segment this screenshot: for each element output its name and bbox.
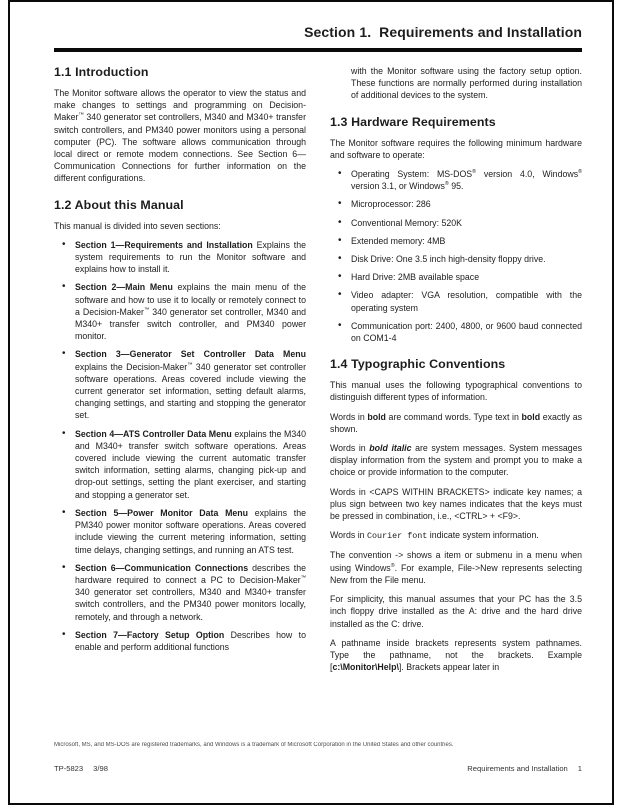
section-title: Section 1. Requirements and Installation (304, 24, 582, 40)
footer-revision-date: 3/98 (93, 764, 108, 773)
list-item: • Hard Drive: 2MB available space (338, 271, 582, 283)
footer-trademark-note: Microsoft, MS, and MS-DOS are registered trademarks, and Windows is a trademark of Microsoft Corporation in the United States and other countries. (54, 742, 454, 748)
footer-doc-info (54, 764, 108, 773)
paragraph: The convention -> shows a item or submenu in a menu when using Windows®. For example, File->New represents selecting New from the File menu. (330, 550, 582, 585)
list-item: • Section 1—Requirements and Installation Explains the system requirements to run the Monitor software and explains how to install it. (62, 239, 306, 276)
manual-sections-bullet-list (54, 239, 306, 653)
list-item: • Section 7—Factory Setup Option Describes how to enable and perform additional functions (62, 629, 306, 653)
page-content (10, 2, 612, 803)
list-item: • Video adapter: VGA resolution, compatible with the operating system (338, 289, 582, 313)
footer-page-number: 1 (577, 764, 582, 773)
paragraph: For simplicity, this manual assumes that your PC has the 3.5 inch floppy drive installed as the A: drive and the hard drive installed as the C: drive. (330, 594, 582, 629)
footer-page-info (467, 764, 582, 773)
list-item: • Extended memory: 4MB (338, 235, 582, 247)
paragraph: Words in <CAPS WITHIN BRACKETS> indicate key names; a plus sign between two key names indicates that the keys must be pressed in combination, i.e., <CTRL> + <F9>. (330, 486, 582, 522)
heading-1-2-about-this-manual: 1.2 About this Manual (54, 197, 184, 212)
list-item: • Microprocessor: 286 (338, 198, 582, 210)
list-item: • Section 3—Generator Set Controller Data Menu explains the Decision-Maker™ 340 generator set controller software operations. Areas covered include viewing the current generator set information, setting default alarms, changing settings, and starting and stopping the generator set. (62, 348, 306, 421)
two-column-body (54, 65, 582, 680)
footer-doc-number: TP-5823 (54, 764, 84, 773)
list-item: • Disk Drive: One 3.5 inch high-density floppy drive. (338, 253, 582, 265)
list-item: • Section 6—Communication Connections describes the hardware required to connect a PC to Decision-Maker™ 340 generator set controllers, M340 and M340+ transfer switch controllers, and the PM340 power monitors locally, remotely, and through a network. (62, 562, 306, 623)
hardware-requirements-bullet-list (330, 168, 582, 344)
paragraph: Words in bold italic are system messages. System messages display information from the system and prompt you to make a choice or provide information to the computer. (330, 443, 582, 478)
list-item: • Section 5—Power Monitor Data Menu explains the PM340 power monitor software operations. Areas covered include viewing the current metering information, setting time delays, changing settings, and running an ATS test. (62, 507, 306, 556)
section7-continuation-paragraph: with the Monitor software using the factory setup option. These functions are normally performed during installation of additional devices to the system. (351, 66, 582, 101)
heading-1-3-hardware-requirements: 1.3 Hardware Requirements (330, 114, 496, 129)
footer-page-title: Requirements and Installation (467, 764, 568, 773)
list-item: • Conventional Memory: 520K (338, 217, 582, 229)
intro-paragraph: The Monitor software allows the operator to view the status and make changes to settings and programming on Decision-Maker™ 340 generator set controllers, M340 and M340+ transfer switch controllers, and PM340 power monitors using a personal computer (PC). The software allows communication through local direct or remote modem connections. See Section 6—Communication Connections for further information on the different configurations. (54, 88, 306, 184)
paragraph: Words in Courier font indicate system information. (330, 530, 539, 542)
heading-1-1-introduction: 1.1 Introduction (54, 65, 149, 79)
paragraph: This manual uses the following typographical conventions to distinguish different types of information. (330, 380, 582, 403)
list-item: • Operating System: MS-DOS® version 4.0, Windows® version 3.1, or Windows® 95. (338, 168, 582, 192)
list-item: • Section 4—ATS Controller Data Menu explains the M340 and M340+ transfer switch software operations. Areas covered include viewing the current automatic transfer switch information, setting alarms, changing pick-up and drop-out settings, setting the plant exerciser, and starting and stopping a generator set. (62, 428, 306, 501)
about-manual-intro: This manual is divided into seven sections: (54, 220, 221, 231)
page-border-frame (8, 0, 614, 805)
typographic-conventions-paragraphs (330, 379, 582, 673)
column-left (54, 65, 306, 680)
hardware-requirements-intro: The Monitor software requires the following minimum hardware and software to operate: (330, 137, 582, 160)
heading-1-4-typographic-conventions: 1.4 Typographic Conventions (330, 357, 506, 372)
paragraph: Words in bold are command words. Type text in bold exactly as shown. (330, 411, 582, 434)
column-right (330, 65, 582, 680)
list-item: • Communication port: 2400, 4800, or 9600 baud connected on COM1-4 (338, 320, 582, 344)
title-rule (54, 48, 582, 52)
page-footer (54, 764, 582, 773)
paragraph: A pathname inside brackets represents system pathnames. Type the pathname, not the brackets. Example [c:\Monitor\Help\]. Brackets appear later in (330, 637, 582, 673)
list-item: • Section 2—Main Menu explains the main menu of the software and how to use it to locally or remotely connect to a Decision-Maker™ 340 generator set controller, M340 and M340+ transfer switch controller, and PM340 power monitor. (62, 281, 306, 342)
